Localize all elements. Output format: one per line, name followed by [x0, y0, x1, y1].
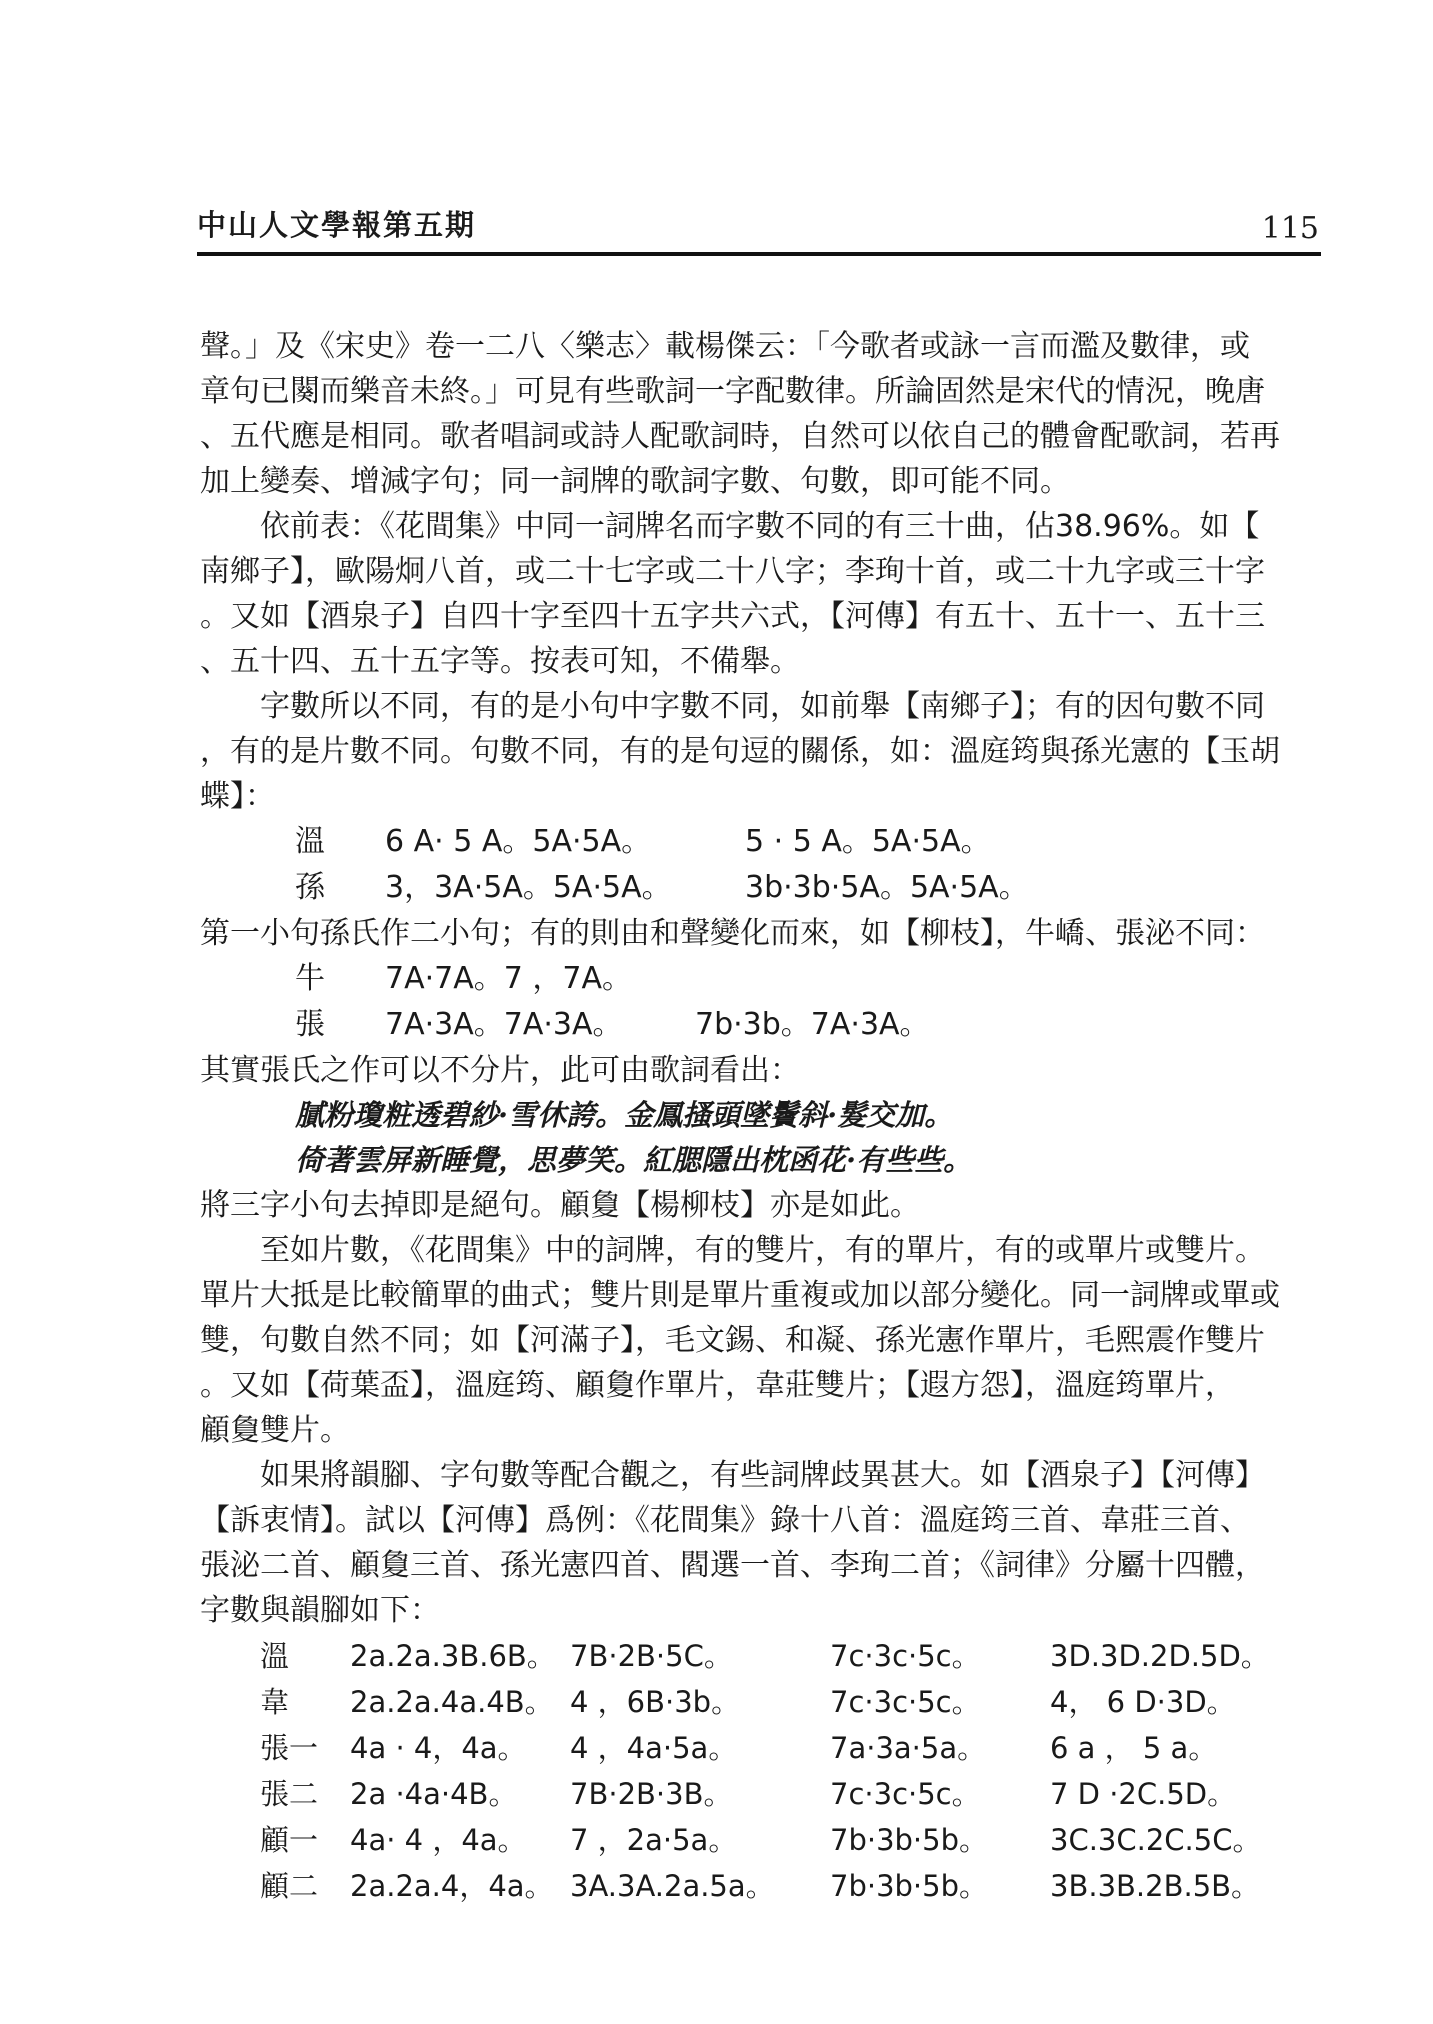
scheme-col-1: 2a.2a.4a.4B。	[350, 1685, 554, 1719]
text-line: 、五代應是相同。歌者唱詞或詩人配歌詞時，自然可以依自己的體會配歌詞，若再	[200, 419, 1280, 454]
poet-name: 顧一	[260, 1823, 319, 1857]
scheme-row	[200, 1633, 1325, 1679]
scheme-col-3: 7a·3a·5a。	[830, 1731, 987, 1765]
scheme-col-4: 3C.3C.2C.5C。	[1050, 1823, 1262, 1857]
scheme-row	[200, 1679, 1325, 1725]
scheme-col-2: 7 ，2a·5a。	[570, 1823, 738, 1857]
paragraph-5	[200, 1453, 1325, 1633]
poem-line: 膩粉瓊粧透碧紗·雪休誇。金鳳搔頭墜鬢斜·髮交加。	[295, 1098, 954, 1132]
text-line: 蝶】：	[200, 779, 275, 814]
liuzhi-scheme	[200, 956, 1325, 1048]
scheme-col-1: 2a ·4a·4B。	[350, 1777, 518, 1811]
scheme-col-2: 3A.3A.2a.5a。	[570, 1869, 775, 1903]
text-line: 南鄉子】，歐陽炯八首，或二十七字或二十八字；李珣十首，或二十九字或三十字	[200, 554, 1265, 589]
body-text	[200, 324, 1325, 1909]
scheme-col-3: 7c·3c·5c。	[830, 1639, 981, 1673]
text-line: 字數所以不同，有的是小句中字數不同，如前舉【南鄉子】；有的因句數不同	[260, 689, 1265, 724]
poet-name: 溫	[260, 1639, 290, 1673]
quoted-poem	[200, 1093, 1325, 1183]
paragraph-2	[200, 504, 1325, 684]
scheme-row	[200, 1771, 1325, 1817]
scheme-part-a: 7A·3A。7A·3A。	[385, 1007, 623, 1042]
scheme-col-4: 3D.3D.2D.5D。	[1050, 1639, 1270, 1673]
text-line: 第一小句孫氏作二小句；有的則由和聲變化而來，如【柳枝】，牛嶠、張泌不同：	[200, 916, 1265, 951]
scheme-col-4: 7 D ·2C.5D。	[1050, 1777, 1237, 1811]
page-number: 115	[1261, 211, 1319, 246]
scheme-col-1: 4a · 4，4a。	[350, 1731, 527, 1765]
poet-name: 溫	[295, 824, 325, 859]
poet-name: 孫	[295, 870, 325, 905]
scheme-col-4: 3B.3B.2B.5B。	[1050, 1869, 1261, 1903]
text-line: 顧敻雙片。	[200, 1413, 350, 1448]
text-line: 。又如【荷葉盃】，溫庭筠、顧敻作單片，韋莊雙片；【遐方怨】，溫庭筠單片，	[200, 1368, 1235, 1403]
text-line: 如果將韻腳、字句數等配合觀之，有些詞牌歧異甚大。如【酒泉子】【河傳】	[260, 1458, 1265, 1493]
scheme-col-1: 2a.2a.4，4a。	[350, 1869, 554, 1903]
scheme-row	[200, 1725, 1325, 1771]
scheme-col-3: 7c·3c·5c。	[830, 1685, 981, 1719]
poet-name: 張二	[260, 1777, 319, 1811]
poet-name: 顧二	[260, 1869, 319, 1903]
text-line: 其實張氏之作可以不分片，此可由歌詞看出：	[200, 1053, 800, 1088]
text-line: 、五十四、五十五字等。按表可知，不備舉。	[200, 644, 800, 679]
scheme-col-2: 7B·2B·3B。	[570, 1777, 733, 1811]
hechuan-scheme-table	[200, 1633, 1325, 1909]
scheme-col-1: 2a.2a.3B.6B。	[350, 1639, 556, 1673]
text-line: 字數與韻腳如下：	[200, 1593, 440, 1628]
text-line: 至如片數，《花間集》中的詞牌，有的雙片，有的單片，有的或單片或雙片。	[260, 1233, 1265, 1268]
running-header	[197, 206, 1321, 256]
scheme-part-a: 3，3A·5A。5A·5A。	[385, 870, 672, 905]
scheme-part-b: 5 · 5 A。5A·5A。	[745, 824, 991, 859]
text-line: 【訴衷情】。試以【河傳】爲例：《花間集》錄十八首：溫庭筠三首、韋莊三首、	[200, 1503, 1250, 1538]
scheme-col-4: 6 a ， 5 a。	[1050, 1731, 1218, 1765]
scheme-col-1: 4a· 4 ，4a。	[350, 1823, 527, 1857]
scheme-col-2: 4 ，4a·5a。	[570, 1731, 738, 1765]
text-line: 。又如【酒泉子】自四十字至四十五字共六式，【河傳】有五十、五十一、五十三	[200, 599, 1265, 634]
scheme-row	[200, 819, 1325, 865]
scheme-col-2: 4 ，6B·3b。	[570, 1685, 741, 1719]
text-line: 張泌二首、顧敻三首、孫光憲四首、閻選一首、李珣二首；《詞律》分屬十四體，	[200, 1548, 1265, 1583]
scheme-row	[200, 865, 1325, 911]
scheme-row	[200, 1817, 1325, 1863]
poet-name: 張一	[260, 1731, 319, 1765]
poet-name: 韋	[260, 1685, 290, 1719]
scheme-col-4: 4， 6 D·3D。	[1050, 1685, 1236, 1719]
scheme-row	[200, 1863, 1325, 1909]
scheme-col-3: 7b·3b·5b。	[830, 1823, 989, 1857]
poet-name: 張	[295, 1007, 325, 1042]
text-line: 雙，句數自然不同；如【河滿子】，毛文錫、和凝、孫光憲作單片，毛熙震作雙片	[200, 1323, 1265, 1358]
text-line: 單片大抵是比較簡單的曲式；雙片則是單片重複或加以部分變化。同一詞牌或單或	[200, 1278, 1280, 1313]
text-line: 依前表：《花間集》中同一詞牌名而字數不同的有三十曲，佔38.96%。如【	[260, 509, 1260, 544]
paragraph-4	[200, 1228, 1325, 1453]
scheme-row	[200, 1002, 1325, 1048]
yuhudie-scheme	[200, 819, 1325, 911]
scheme-part-b: 7b·3b。7A·3A。	[695, 1007, 930, 1042]
scheme-part-a: 6 A· 5 A。5A·5A。	[385, 824, 652, 859]
poem-line: 倚著雲屏新睡覺，思夢笑。紅腮隱出枕函花·有些些。	[295, 1143, 973, 1177]
text-line: 將三字小句去掉即是絕句。顧敻【楊柳枝】亦是如此。	[200, 1188, 920, 1223]
scheme-col-2: 7B·2B·5C。	[570, 1639, 733, 1673]
scheme-part-b: 3b·3b·5A。5A·5A。	[745, 870, 1029, 905]
journal-title: 中山人文學報第五期	[197, 208, 477, 242]
text-line: ，有的是片數不同。句數不同，有的是句逗的關係，如：溫庭筠與孫光憲的【玉胡	[200, 734, 1280, 769]
poet-name: 牛	[295, 961, 325, 996]
scheme-col-3: 7c·3c·5c。	[830, 1777, 981, 1811]
text-line: 聲。」及《宋史》卷一二八〈樂志〉載楊傑云：「今歌者或詠一言而濫及數律，或	[200, 329, 1250, 364]
scheme-col-3: 7b·3b·5b。	[830, 1869, 989, 1903]
scheme-row	[200, 956, 1325, 1002]
paragraph-3	[200, 684, 1325, 819]
scheme-part-a: 7A·7A。7 ，7A。	[385, 961, 632, 996]
text-line: 加上變奏、增減字句；同一詞牌的歌詞字數、句數，即可能不同。	[200, 464, 1070, 499]
text-line: 章句已闋而樂音未終。」可見有些歌詞一字配數律。所論固然是宋代的情況，晚唐	[200, 374, 1265, 409]
paragraph-1	[200, 324, 1325, 504]
